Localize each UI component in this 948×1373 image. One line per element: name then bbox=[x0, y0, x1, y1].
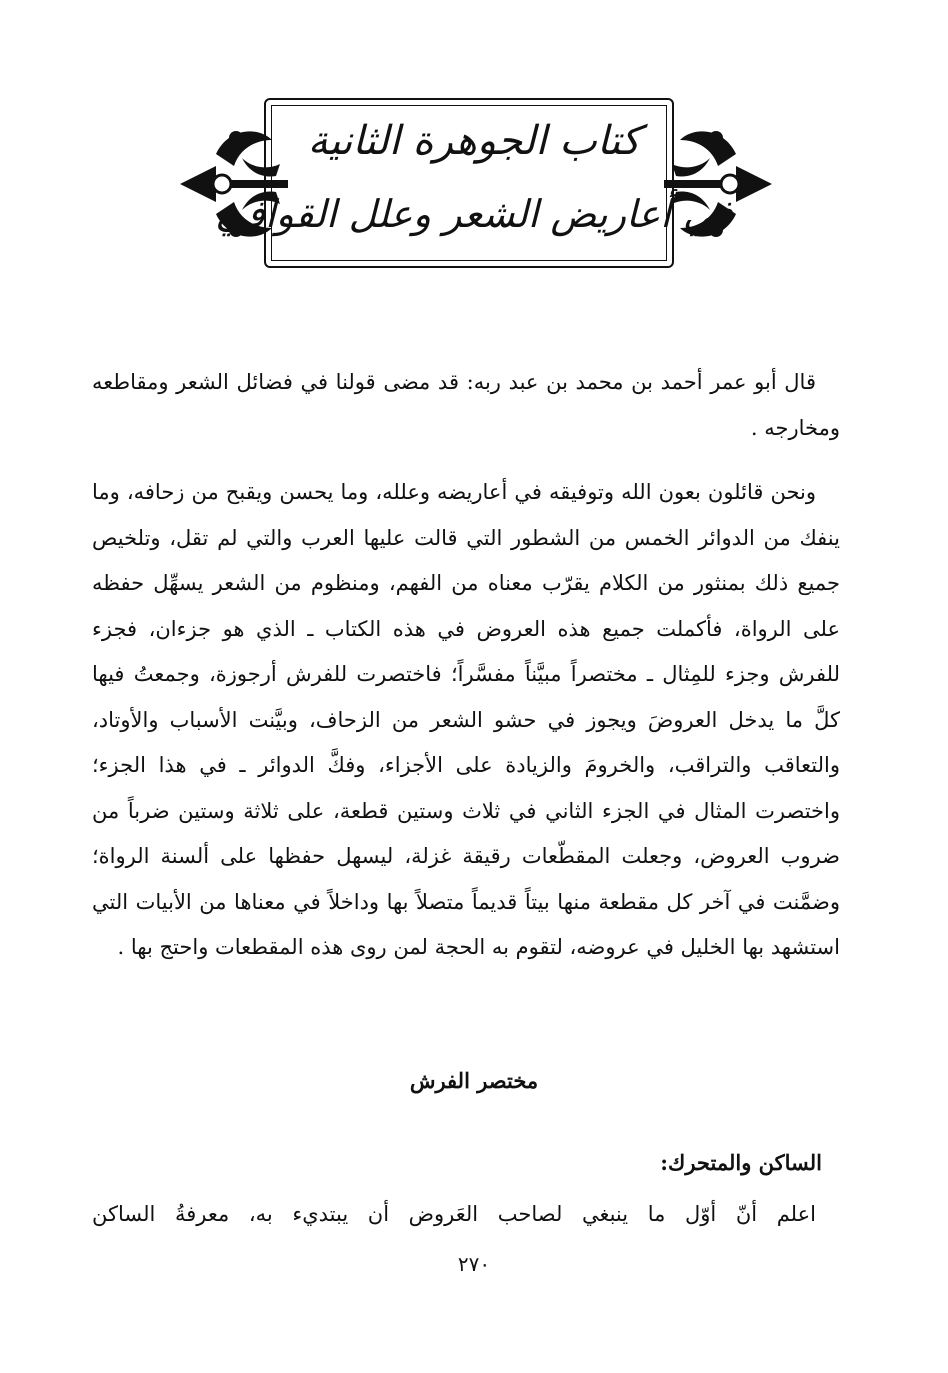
paragraph-main bbox=[92, 470, 840, 971]
book-subtitle: في أعاريض الشعر وعلل القوافي bbox=[215, 192, 733, 236]
section-subheading: الساكن والمتحرك: bbox=[660, 1150, 822, 1175]
paragraph-intro bbox=[92, 360, 840, 451]
paragraph-main-text: ونحن قائلون بعون الله وتوفيقه في أعاريضه وعلله، وما يحسن ويقبح من زحافه، وما ينفك من الدوائر الخمس من الشطور التي قالت عليها العرب والتي لم تقل، وتلخيص جميع ذلك بمنثور من الكلام يقرّب معناه من الفهم، ومنظوم من الشعر يسهِّل حفظه على الرواة، فأكملت جميع هذه العروض في هذه الكتاب ـ الذي هو جزءان، فجزء للفرش وجزء للمِثال ـ مختصراً مبيَّناً مفسَّراً؛ فاختصرت للفرش أرجوزة، وجمعتُ فيها كلَّ ما يدخل العروضَ ويجوز في حشو الشعر من الزحاف، وبيَّنت الأسباب والأوتاد، والتعاقب والتراقب، والخرومَ والزيادة على الأجزاء، وفكَّ الدوائر ـ في هذا الجزء؛ واختصرت المثال في الجزء الثاني في ثلاث وستين قطعة، على ثلاثة وستين ضرباً من ضروب العروض، وجعلت المقطّعات رقيقة غزلة، ليسهل حفظها على ألسنة الرواة؛ وضمَّنت في آخر كل مقطعة منها بيتاً قديماً متصلاً بها وداخلاً في معناها من الأبيات التي استشهد بها الخليل في عروضه، لتقوم به الحجة لمن روى هذه المقطعات واحتج بها . bbox=[92, 480, 840, 959]
book-title: كتاب الجوهرة الثانية bbox=[307, 118, 641, 164]
section-title: مختصر الفرش bbox=[409, 1068, 539, 1093]
paragraph-final-line: اعلم أنّ أوّل ما ينبغي لصاحب العَروض أن يبتديء به، معرفةُ الساكن bbox=[92, 1202, 816, 1226]
page-number: ٢٧٠ bbox=[457, 1252, 491, 1276]
paragraph-intro-text: قال أبو عمر أحمد بن محمد بن عبد ربه: قد مضى قولنا في فضائل الشعر ومقاطعه ومخارجه . bbox=[92, 370, 840, 440]
